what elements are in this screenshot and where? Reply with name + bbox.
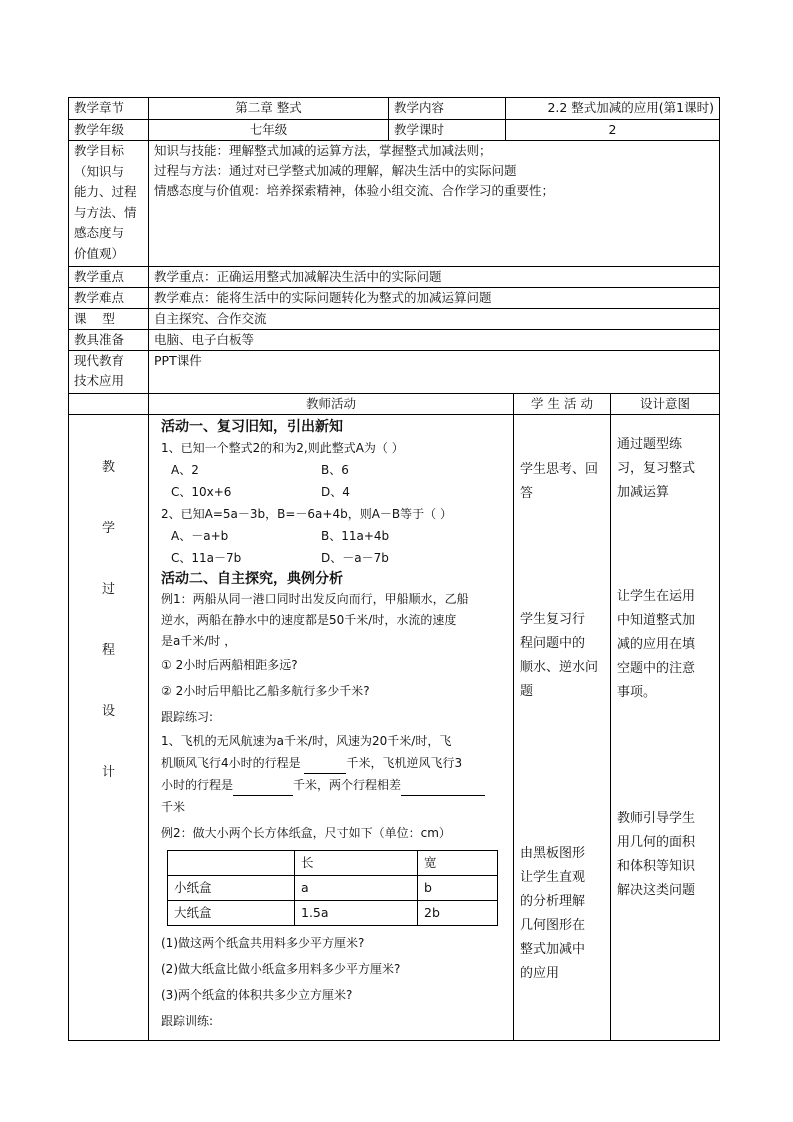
value-key: 教学重点：正确运用整式加减解决生活中的实际问题 [149, 267, 720, 288]
row-goals [69, 141, 720, 267]
goals-content [149, 141, 720, 267]
design-spacer [617, 415, 713, 433]
student-line: 的应用 [520, 966, 560, 981]
row-difficulty [69, 288, 720, 309]
value-grade: 七年级 [149, 120, 389, 141]
label-difficulty: 教学难点 [69, 288, 149, 309]
student-line: 题 [520, 684, 534, 699]
box-table-cell: b [418, 876, 498, 901]
design-line: 让学生在运用 [617, 589, 696, 604]
student-spacer [520, 415, 604, 458]
student-spacer [520, 506, 604, 608]
practice-text: 小时的行程是 [161, 778, 234, 792]
label-tech [69, 351, 149, 394]
option: D、4 [321, 485, 350, 499]
follow-training-label: 跟踪训练: [161, 1014, 214, 1028]
student-line: 的分析理解 [520, 894, 586, 909]
header-teacher: 教师活动 [149, 394, 514, 415]
design-intent [611, 415, 720, 1041]
activity1-title: 活动一、复习旧知，引出新知 [161, 419, 343, 435]
label-periods: 教学课时 [389, 120, 506, 141]
practice-line: 千米 [161, 800, 186, 814]
process-label [69, 415, 149, 1041]
answer-blank[interactable] [304, 759, 346, 774]
goals-label-line: （知识与 [74, 163, 125, 179]
student-line: 学生思考、回 [520, 462, 599, 477]
activity2-title: 活动二、自主探究，典例分析 [161, 571, 343, 587]
question-1: 1、已知一个整式2的和为2,则此整式A为（ ） [161, 441, 404, 455]
option: B、6 [321, 463, 349, 477]
value-difficulty: 教学难点：能将生活中的实际问题转化为整式的加减运算问题 [149, 288, 720, 309]
option: C、11a－7b [171, 551, 242, 565]
design-spacer [617, 705, 713, 807]
question-2-options-cd [161, 547, 508, 569]
practice-line [161, 752, 508, 774]
box-table-head-cell: 长 [295, 851, 418, 876]
blank-header-cell [69, 394, 149, 415]
row-column-headers [69, 394, 720, 415]
student-activity [514, 415, 611, 1041]
box-table-cell: a [295, 876, 418, 901]
label-content: 教学内容 [389, 98, 506, 120]
process-label-char: 程 [101, 643, 115, 658]
box-table-row [168, 901, 498, 926]
question-1-options-cd [161, 481, 508, 503]
value-periods: 2 [506, 120, 720, 141]
example-2-question-3: (3)两个纸盒的体积共多少立方厘米? [161, 988, 353, 1002]
design-line: 事项。 [617, 685, 657, 700]
example-1-question-2: ② 2小时后甲船比乙船多航行多少千米? [161, 684, 370, 698]
label-chapter: 教学章节 [69, 98, 149, 120]
label-tools: 教具准备 [69, 330, 149, 351]
answer-blank[interactable] [233, 781, 293, 796]
example-2-question-1: (1)做这两个纸盒共用料多少平方厘米? [161, 936, 365, 950]
option: A、2 [171, 463, 199, 477]
box-table-cell: 小纸盒 [168, 876, 295, 901]
student-line: 整式加减中 [520, 942, 586, 957]
value-content: 2.2 整式加减的应用(第1课时) [506, 98, 720, 120]
goals-label-line: 感态度与 [74, 225, 125, 240]
box-table-cell: 2b [418, 901, 498, 926]
student-spacer [520, 704, 604, 842]
box-table-head-cell: 宽 [418, 851, 498, 876]
process-label-char: 过 [101, 582, 115, 597]
lesson-plan-table [68, 97, 720, 1041]
example-2-question-2: (2)做大纸盒比做小纸盒多用料多少平方厘米? [161, 962, 401, 976]
design-line: 减的应用在填 [617, 637, 696, 652]
design-line: 用几何的面积 [617, 835, 696, 850]
label-goals [69, 141, 149, 267]
example-1-line: 例1：两船从同一港口同时出发反向而行，甲船顺水，乙船 [161, 592, 469, 606]
goals-label-line: 价值观） [74, 245, 125, 261]
goal-process: 过程与方法：通过对已学整式加减的理解，解决生活中的实际问题 [154, 163, 517, 178]
process-label-char: 计 [101, 765, 115, 780]
example-1-question-1: ① 2小时后两船相距多远? [161, 658, 298, 672]
box-table-header [168, 851, 498, 876]
option: C、10x+6 [171, 485, 232, 499]
option: A、－a+b [171, 529, 229, 543]
goal-knowledge: 知识与技能：理解整式加减的运算方法，掌握整式加减法则； [154, 143, 492, 158]
student-line: 顺水、逆水问 [520, 660, 599, 675]
example-1-line: 逆水，两船在静水中的速度都是50千米/时，水流的速度 [161, 613, 457, 627]
goals-label-line: 与方法、情 [74, 204, 137, 220]
row-grade [69, 120, 720, 141]
row-tools [69, 330, 720, 351]
student-line: 由黑板图形 [520, 846, 586, 861]
design-line: 中知道整式加 [617, 613, 696, 628]
box-size-table [167, 850, 498, 926]
example-1-line: 是a千米/时 ， [161, 634, 237, 648]
question-2-options-ab [161, 525, 508, 547]
student-line: 学生复习行 [520, 612, 586, 627]
design-line: 加减运算 [617, 485, 670, 500]
tech-label-line: 现代教育 [74, 353, 125, 368]
header-design: 设计意图 [611, 394, 720, 415]
row-process [69, 415, 720, 1041]
example-2: 例2：做大小两个长方体纸盒，尺寸如下（单位：cm） [161, 826, 451, 840]
practice-text: 千米，飞机逆风飞行3 [346, 756, 463, 770]
practice-text: 千米，两个行程相差 [293, 778, 402, 792]
process-label-char: 设 [101, 704, 115, 719]
value-tech: PPT课件 [149, 351, 720, 394]
practice-line [161, 774, 508, 796]
label-type: 课 型 [69, 309, 149, 330]
goals-label-line: 教学目标 [74, 143, 125, 158]
design-line: 通过题型练 [617, 437, 683, 452]
box-table-cell: 1.5a [295, 901, 418, 926]
student-line: 程问题中的 [520, 636, 586, 651]
question-1-options-ab [161, 459, 508, 481]
box-table-cell: 大纸盒 [168, 901, 295, 926]
answer-blank[interactable] [401, 781, 485, 796]
label-key: 教学重点 [69, 267, 149, 288]
student-line: 几何图形在 [520, 918, 586, 933]
goal-emotion: 情感态度与价值观：培养探索精神，体验小组交流、合作学习的重要性； [154, 183, 555, 198]
label-grade: 教学年级 [69, 120, 149, 141]
tech-label-line: 技术应用 [74, 373, 125, 388]
option: B、11a+4b [321, 529, 390, 543]
question-2: 2、已知A=5a－3b，B=－6a+4b，则A－B等于（ ） [161, 507, 452, 521]
process-label-char: 学 [101, 521, 115, 536]
row-type [69, 309, 720, 330]
student-line: 让学生直观 [520, 870, 586, 885]
follow-practice-label: 跟踪练习: [161, 710, 214, 724]
process-label-char: 教 [101, 460, 115, 475]
row-tech [69, 351, 720, 394]
box-table-row [168, 876, 498, 901]
header-student: 学 生 活 动 [514, 394, 611, 415]
teacher-activity [149, 415, 514, 1041]
option: D、－a－7b [321, 551, 389, 565]
box-table-head-cell [168, 851, 295, 876]
design-line: 解决这类问题 [617, 883, 696, 898]
design-line: 教师引导学生 [617, 811, 696, 826]
practice-line: 1、飞机的无风航速为a千米/时，风速为20千米/时，飞 [161, 734, 452, 748]
value-tools: 电脑、电子白板等 [149, 330, 720, 351]
row-chapter [69, 98, 720, 120]
row-key [69, 267, 720, 288]
goals-label-line: 能力、过程 [74, 184, 137, 199]
design-line: 和体积等知识 [617, 859, 696, 874]
practice-text: 机顺风飞行4小时的行程是 [161, 756, 305, 770]
design-line: 习，复习整式 [617, 461, 696, 476]
student-line: 答 [520, 486, 534, 501]
design-spacer [617, 505, 713, 585]
value-type: 自主探究、合作交流 [149, 309, 720, 330]
design-line: 空题中的注意 [617, 661, 696, 676]
value-chapter: 第二章 整式 [149, 98, 389, 120]
